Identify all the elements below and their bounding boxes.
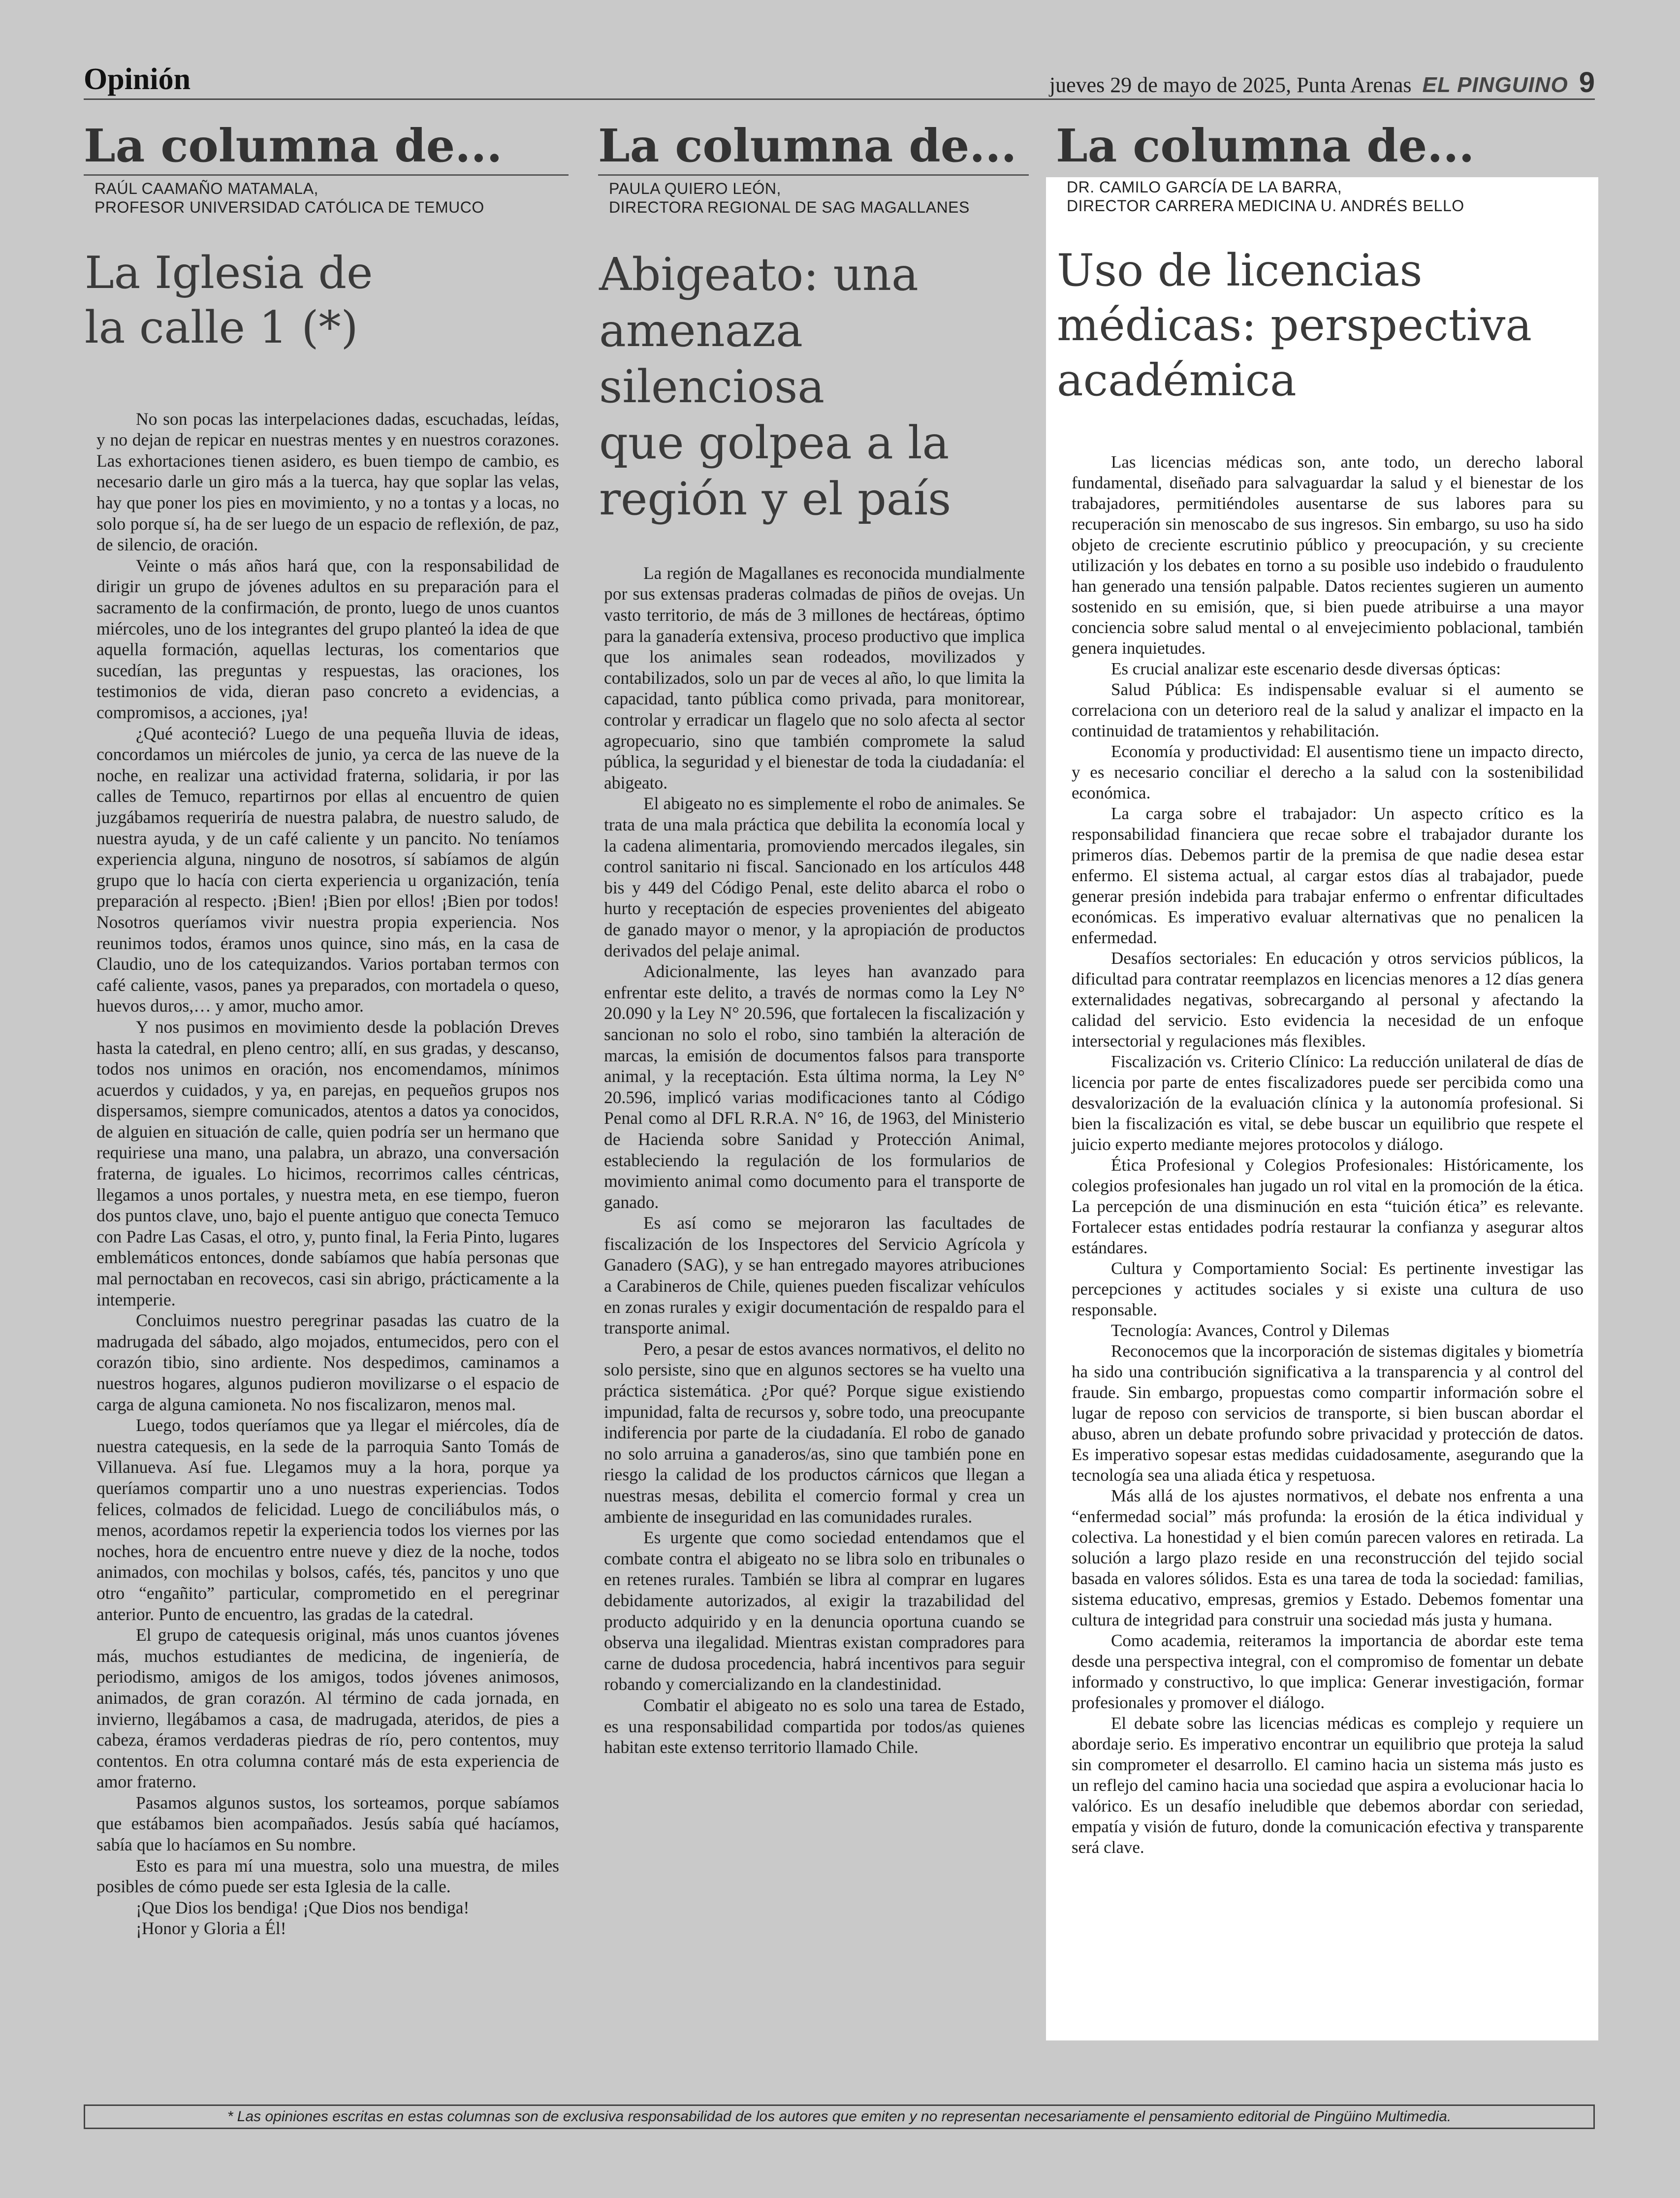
article-body bbox=[1046, 452, 1584, 1858]
paragraph: Es crucial analizar este escenario desde diversas ópticas: bbox=[1111, 659, 1501, 679]
paragraph: Es así como se mejoraron las facultades de fiscalización de los Inspectores del Servicio Agrícola y Ganadero (SAG), y se han entregado mayores atribuciones a Carabineros de Chile, quienes pueden fiscalizar vehículos en zonas rurales y exigir documentación de respaldo para el transporte animal. bbox=[604, 1213, 1025, 1338]
paragraph: ¡Honor y Gloria a Él! bbox=[136, 1918, 286, 1939]
article-body bbox=[598, 563, 1025, 1758]
paragraph: ¿Qué aconteció? Luego de una pequeña lluvia de ideas, concordamos un miércoles de junio, ya cerca de las nueve de la noche, en realizar una actividad fraterna, solidaria, ir por las calles de Temuco, repartirnos por ellas al encuentro de quien juzgábamos requeriría de nuestra palabra, de nuestro saludo, de nuestra ayuda, y de un café caliente y un pancito. No teníamos experiencia alguna, ninguno de nosotros, sí sabíamos de algún grupo que lo hacía con cierta experiencia u organización, tenía preparación al respecto. ¡Bien! ¡Bien por ellos! ¡Bien por todos! Nosotros queríamos vivir nuestra propia experiencia. Nos reunimos todos, éramos unos quince, sino más, en la casa de Claudio, uno de los catequizandos. Varios portaban termos con café caliente, vasos, panes ya preparados, con mortadela o queso, huevos duros,… y amor, mucho amor. bbox=[96, 723, 559, 1016]
paragraph: Cultura y Comportamiento Social: Es pertinente investigar las percepciones y actitudes sociales y si existe una cultura de uso responsable. bbox=[1072, 1259, 1584, 1320]
paragraph: No son pocas las interpelaciones dadas, escuchadas, leídas, y no dejan de repicar en nuestras mentes y en nuestros corazones. Las exhortaciones tienen asidero, es buen tiempo de cambio, es necesario darle un giro más a la tuerca, hay que soplar las velas, hay que poner los pies en movimiento, y no a tontas y a locas, no solo porque sí, ha de ser luego de un espacio de reflexión, de paz, de silencio, de oración. bbox=[96, 409, 559, 555]
paragraph: Más allá de los ajustes normativos, el debate nos enfrenta a una “enfermedad social” más profunda: la erosión de la ética individual y colectiva. La honestidad y el bien común parecen valores en retirada. La solución a largo plazo reside en una reconstrucción del tejido social basada en valores sólidos. Esta es una tarea de toda la sociedad: familias, sistema educativo, empresas, gremios y Estado. Debemos fomentar una cultura de integridad para construir una sociedad más justa y humana. bbox=[1072, 1486, 1584, 1630]
page-header bbox=[84, 59, 1595, 100]
paragraph: Concluimos nuestro peregrinar pasadas las cuatro de la madrugada del sábado, algo mojados, entumecidos, pero con el corazón tibio, sino ardiente. Nos despedimos, caminamos a nuestros hogares, algunos pudieron movilizarse o el espacio de carga de alguna camioneta. No nos fiscalizaron, menos mal. bbox=[96, 1310, 559, 1414]
paragraph: Las licencias médicas son, ante todo, un derecho laboral fundamental, diseñado para salvaguardar la salud y el bienestar de los trabajadores, permitiéndoles ausentarse de sus labores para su recuperación sin menoscabo de sus ingresos. Sin embargo, su uso ha sido objeto de creciente escrutinio público y preocupación, y su creciente utilización y los debates en torno a su posible uso indebido o fraudulento han generado una tensión palpable. Datos recientes sugieren un aumento sostenido en su emisión, que, si bien puede atribuirse a una mayor conciencia sobre salud mental o al envejecimiento poblacional, también genera inquietudes. bbox=[1072, 452, 1584, 658]
paragraph: Desafíos sectoriales: En educación y otros servicios públicos, la dificultad para contratar reemplazos en licencias menores a 12 días genera externalidades negativas, sobrecargando al personal y afectando la calidad del servicio. Esto evidencia la necesidad de un enfoque intersectorial y regulaciones más flexibles. bbox=[1072, 949, 1584, 1051]
headline-line: académica bbox=[1057, 354, 1297, 406]
paragraph: Salud Pública: Es indispensable evaluar si el aumento se correlaciona con un deterioro real de la salud y analizar el impacto en la continuidad de tratamientos y rehabilitación. bbox=[1072, 680, 1584, 741]
column-kicker: La columna de... bbox=[1056, 119, 1475, 172]
author-name: PAULA QUIERO LEÓN, bbox=[609, 180, 781, 197]
headline-line: región y el país bbox=[599, 472, 951, 525]
column-author bbox=[84, 180, 569, 217]
paragraph: Ética Profesional y Colegios Profesionales: Históricamente, los colegios profesionales han jugado un rol vital en la promoción de la ética. La percepción de una disminución en esta “tuición ética” es relevante. Fortalecer estas entidades podría restaurar la confianza y asegurar altos estándares. bbox=[1072, 1155, 1584, 1258]
paragraph: El grupo de catequesis original, más unos cuantos jóvenes más, muchos estudiantes de medicina, de ingeniería, de periodismo, amigos de los amigos, todos jóvenes animosos, animados, de gran corazón. Al término de cada jornada, en invierno, llegábamos a casa, de madrugada, ateridos, de pies a cabeza, éramos verdaderas piedras de río, pero contentos, muy contentos. En otra columna contaré más de esta experiencia de amor fraterno. bbox=[96, 1625, 559, 1792]
author-role: DIRECTOR CARRERA MEDICINA U. ANDRÉS BELLO bbox=[1067, 196, 1464, 215]
column-kicker: La columna de... bbox=[598, 123, 1029, 176]
newspaper-logo: EL PINGUINO bbox=[1422, 73, 1568, 97]
paragraph: Tecnología: Avances, Control y Dilemas bbox=[1111, 1321, 1390, 1340]
article-headline bbox=[84, 246, 569, 355]
paragraph: La carga sobre el trabajador: Un aspecto crítico es la responsabilidad financiera que recae sobre el trabajador durante los primeros días. Debemos partir de la premisa de que nadie desea estar enfermo. El sistema actual, al cargar estos días al trabajador, puede generar presión indebida para trabajar enfermo o enfrentar dificultades económicas. Es imperativo evaluar alternativas que no penalicen la enfermedad. bbox=[1072, 804, 1584, 948]
headline-line: Abigeato: una bbox=[599, 248, 919, 301]
article-headline bbox=[598, 247, 1029, 527]
page-number: 9 bbox=[1579, 66, 1595, 98]
headline-line: Uso de licencias bbox=[1057, 244, 1423, 296]
author-name: DR. CAMILO GARCÍA DE LA BARRA, bbox=[1067, 178, 1342, 196]
disclaimer-footnote: * Las opiniones escritas en estas columnas son de exclusiva responsabilidad de los autores que emiten y no representan necesariamente el pensamiento editorial de Pingüino Multimedia. bbox=[84, 2104, 1595, 2129]
paragraph: Luego, todos queríamos que ya llegar el miércoles, día de nuestra catequesis, en la sede de la parroquia Santo Tomás de Villanueva. Así fue. Llegamos muy a la hora, porque ya queríamos compartir uno a uno nuestras experiencias. Todos felices, colmados de felicidad. Luego de conciliábulos más, o menos, acordamos repetir la experiencia todos los viernes por las noches, hora de encuentro entre nueve y diez de la noche, todos animados, con mochilas y bolsos, cafés, tés, pancitos y uno que otro “engañito” particular, comprometido en el peregrinar anterior. Punto de encuentro, las gradas de la catedral. bbox=[96, 1415, 559, 1624]
column-quiero bbox=[598, 119, 1029, 1758]
paragraph: El debate sobre las licencias médicas es complejo y requiere un abordaje serio. Es imperativo encontrar un equilibrio que proteja la salud sin comprometer el desarrollo. El camino hacia un sistema más justo es un reflejo del camino hacia una sociedad que aspira a evolucionar hacia lo valórico. Es un desafío ineludible que debemos abordar con seriedad, empatía y visión de futuro, donde la comunicación efectiva y transparente será clave. bbox=[1072, 1714, 1584, 1857]
column-author bbox=[598, 180, 1029, 217]
author-name: RAÚL CAAMAÑO MATAMALA, bbox=[95, 180, 318, 197]
column-author bbox=[1046, 178, 1598, 216]
paragraph: Es urgente que como sociedad entendamos que el combate contra el abigeato no se libra solo en tribunales o en retenes rurales. También se libra al comprar en lugares debidamente autorizados, al exigir la trazabilidad del producto adquirido y en la denuncia oportuna cuando se observa una ilegalidad. Mientras existan compradores para carne de dudosa procedencia, habrá incentivos para seguir robando y comercializando en la clandestinidad. bbox=[604, 1528, 1025, 1694]
paragraph: El abigeato no es simplemente el robo de animales. Se trata de una mala práctica que debilita la economía local y la cadena alimentaria, promoviendo mercados ilegales, sin control sanitario ni fiscal. Sancionado en los artículos 448 bis y 449 del Código Penal, este delito abarca el robo o hurto y receptación de especies provenientes del abigeato de ganado mayor o menor, y la apropiación de productos derivados del pelaje animal. bbox=[604, 794, 1025, 960]
author-role: PROFESOR UNIVERSIDAD CATÓLICA DE TEMUCO bbox=[95, 198, 484, 216]
paragraph: Reconocemos que la incorporación de sistemas digitales y biometría ha sido una contribución significativa a la transparencia y al control del fraude. Sin embargo, propuestas como compartir información sobre el lugar de reposo con servicios de transporte, si bien buscan abordar el abuso, abren un debate profundo sobre privacidad y protección de datos. Es imperativo sopesar estas medidas cuidadosamente, asegurando que la tecnología sea una aliada ética y respetuosa. bbox=[1072, 1341, 1584, 1485]
column-caamano bbox=[84, 119, 569, 1939]
paragraph: Y nos pusimos en movimiento desde la población Dreves hasta la catedral, en pleno centro; allí, en sus gradas, y descanso, todos nos unimos en oración, nos encomendamos, mínimos acuerdos y cuidados, y ya, en parejas, en pequeños grupos nos dispersamos, siempre comunicados, atentos a datos ya conocidos, de alguien en situación de calle, quien podría ser un hermano que requiriese una mano, una palabra, un abrazo, una conversación fraterna, de iguales. Lo hicimos, recorrimos calles céntricas, llegamos a unos portales, y nuestra meta, en ese tiempo, fueron dos puntos clave, uno, bajo el puente antiguo que conecta Temuco con Padre Las Casas, el otro, y, punto final, la Feria Pinto, lugares emblemáticos entonces, donde sabíamos que había personas que mal pernoctaban en recovecos, casi sin abrigo, prácticamente a la intemperie. bbox=[96, 1017, 559, 1309]
paragraph: Pasamos algunos sustos, los sorteamos, porque sabíamos que estábamos bien acompañados. Jesús sabía qué hacíamos, sabía que lo hacíamos en Su nombre. bbox=[96, 1792, 559, 1855]
column-kicker: La columna de... bbox=[84, 123, 569, 176]
issue-info bbox=[1049, 66, 1595, 99]
headline-line: médicas: perspectiva bbox=[1057, 299, 1532, 351]
headline-line: La Iglesia de bbox=[85, 247, 373, 299]
section-title: Opinión bbox=[84, 63, 191, 96]
paragraph: Fiscalización vs. Criterio Clínico: La reducción unilateral de días de licencia por parte de entes fiscalizadores puede ser percibida como una desvalorización de la evaluación clínica y la autonomía profesional. Si bien la fiscalización es vital, se debe buscar un equilibrio que respete el juicio experto mediante mejores protocolos y diálogo. bbox=[1072, 1052, 1584, 1154]
headline-line: la calle 1 (*) bbox=[85, 302, 358, 354]
paragraph: Combatir el abigeato no es solo una tarea de Estado, es una responsabilidad compartida por todos/as quienes habitan este extenso territorio llamado Chile. bbox=[604, 1695, 1025, 1757]
article-headline bbox=[1046, 243, 1598, 408]
column-garcia bbox=[1046, 119, 1598, 2040]
article-body bbox=[84, 409, 559, 1939]
paragraph: Adicionalmente, las leyes han avanzado para enfrentar este delito, a través de normas como la Ley N° 20.090 y la Ley N° 20.596, que fortalecen la fiscalización y sancionan no solo el robo, sino también la alteración de marcas, la emisión de documentos falsos para transporte animal, y la receptación. Esta última norma, la Ley N° 20.596, implicó varias modificaciones tanto al Código Penal como al DFL R.R.A. N° 16, de 1963, del Ministerio de Hacienda sobre Sanidad y Protección Animal, estableciendo la regulación de los formularios de movimiento animal como documento para el transporte de ganado. bbox=[604, 961, 1025, 1212]
paragraph: Veinte o más años hará que, con la responsabilidad de dirigir un grupo de jóvenes adultos en su preparación para el sacramento de la confirmación, de pronto, luego de unos cuantos miércoles, uno de los integrantes del grupo planteó la idea de que aquella formación, aquellas lecturas, los comentarios que sucedían, las preguntas y respuestas, las oraciones, los testimonios de vida, dieran paso concreto a evidencias, a compromisos, a acciones, ¡ya! bbox=[96, 555, 559, 722]
paragraph: ¡Que Dios los bendiga! ¡Que Dios nos bendiga! bbox=[136, 1897, 470, 1917]
paragraph: Economía y productividad: El ausentismo tiene un impacto directo, y es necesario conciliar el derecho a la salud con la sostenibilidad económica. bbox=[1072, 742, 1584, 803]
paragraph: Pero, a pesar de estos avances normativos, el delito no solo persiste, sino que en algunos sectores se ha vuelto una práctica sistemática. ¿Por qué? Porque sigue existiendo impunidad, falta de recursos y, sobre todo, una preocupante indiferencia por parte de la ciudadanía. El robo de ganado no solo arruina a ganaderos/as, sino que también pone en riesgo la calidad de los productos cárnicos que llegan a nuestras mesas, debilita el comercio formal y crea un ambiente de inseguridad en las comunidades rurales. bbox=[604, 1338, 1025, 1527]
headline-line: amenaza silenciosa bbox=[599, 304, 825, 413]
paragraph: Esto es para mí una muestra, solo una muestra, de miles posibles de cómo puede ser esta Iglesia de la calle. bbox=[96, 1855, 559, 1897]
headline-line: que golpea a la bbox=[599, 416, 950, 469]
paragraph: Como academia, reiteramos la importancia de abordar este tema desde una perspectiva integral, con el compromiso de fomentar un debate informado y constructivo, lo que implica: Generar investigación, formar profesionales y promover el diálogo. bbox=[1072, 1631, 1584, 1713]
issue-date: jueves 29 de mayo de 2025, Punta Arenas bbox=[1049, 73, 1412, 97]
author-role: DIRECTORA REGIONAL DE SAG MAGALLANES bbox=[609, 198, 970, 216]
paragraph: La región de Magallanes es reconocida mundialmente por sus extensas praderas colmadas de piños de ovejas. Un vasto territorio, de más de 3 millones de hectáreas, óptimo para la ganadería extensiva, proceso productivo que implica que los animales sean rodeados, movilizados y contabilizados, solo un par de veces al año, lo que limita la capacidad, tanto pública como privada, para monitorear, controlar y erradicar un flagelo que no solo afecta al sector agropecuario, sino que también compromete la salud pública, la seguridad y el bienestar de toda la ciudadanía: el abigeato. bbox=[604, 563, 1025, 793]
